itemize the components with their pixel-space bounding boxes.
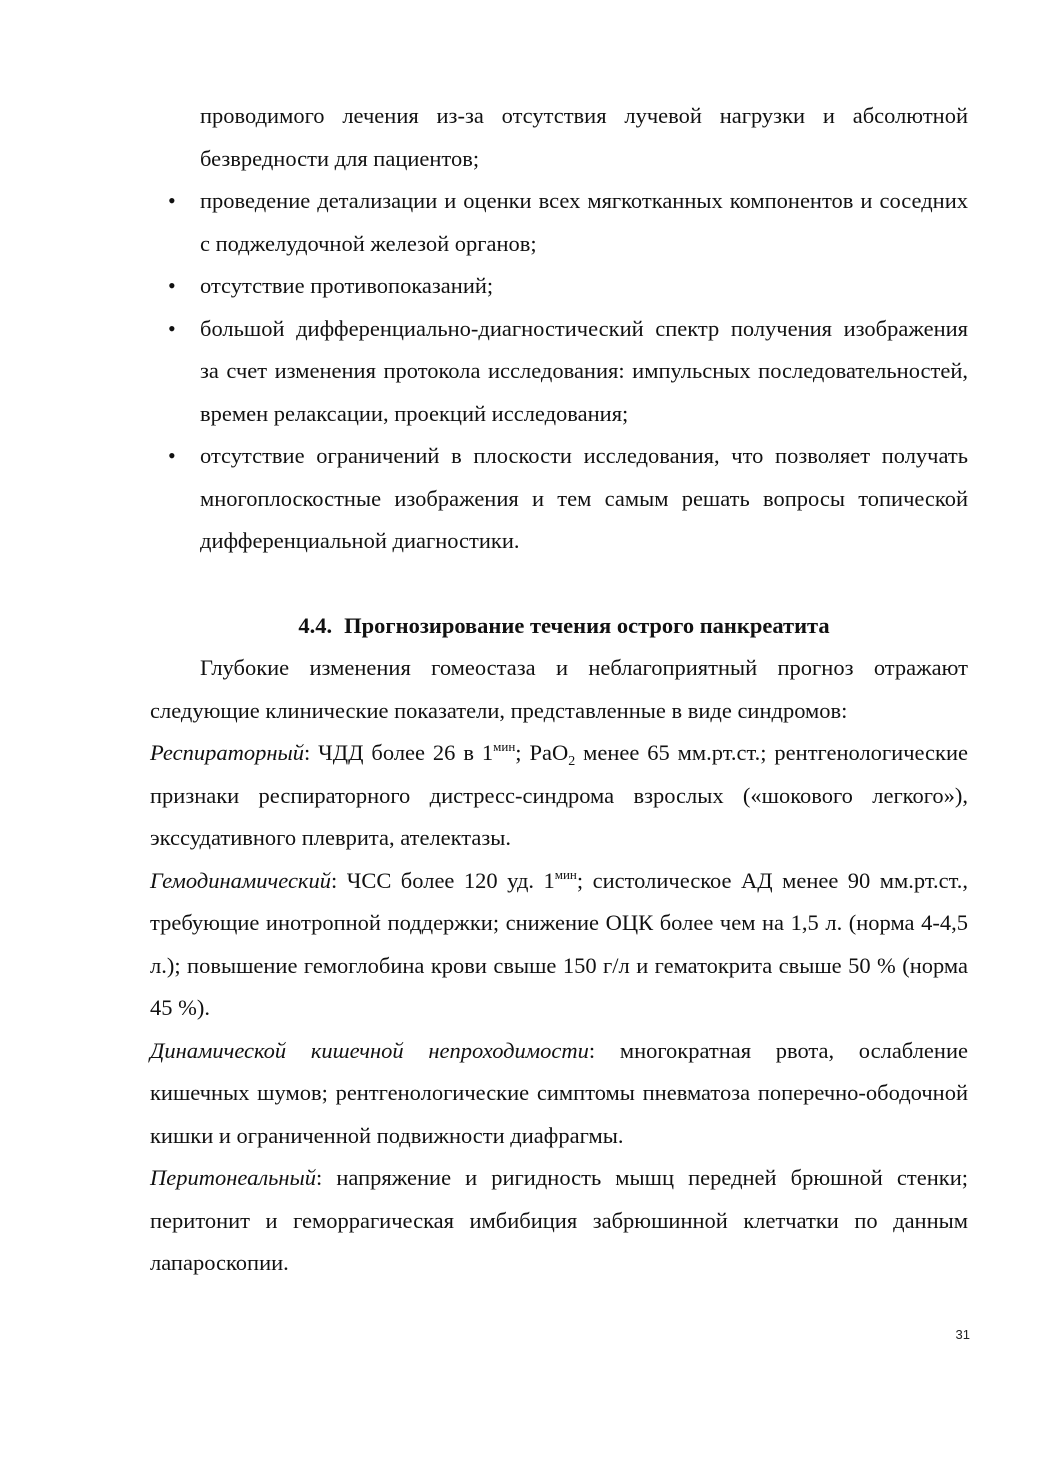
respiratory-paragraph: Респираторный: ЧДД более 26 в $1^{мин}$; PaO$_2$ менее 65 мм.рт.ст.; рентгенологические признаки респираторного дистресс-синдрома взрослых («шокового легкого»), экссудативного плеврита, ателектазы.: [150, 739, 969, 850]
page-number: 31: [955, 1327, 970, 1342]
list-item: [150, 180, 968, 265]
peritoneal-paragraph: Перитонеальный: напряжение и ригидность мышц передней брюшной стенки; перитонит и геморрагическая имбибиция забрюшинной клетчатки по данным лапароскопии.: [150, 1165, 968, 1275]
peritoneal-term: Перитонеальный: [150, 1165, 317, 1190]
bullet-icon: •: [168, 273, 176, 298]
bullet-list: [150, 180, 968, 563]
hemodynamic-paragraph: Гемодинамический: ЧСС более 120 уд. $1^{мин}$; систолическое АД менее 90 мм.рт.ст., требующие инотропной поддержки; снижение ОЦК более чем на 1,5 л. (норма 4-4,5 л.); повышение гемоглобина крови свыше 150 г/л и гематокрита свыше 50 % (норма 45 %).: [150, 866, 968, 1020]
list-item: [150, 308, 968, 436]
hemodynamic-term: Гемодинамический: [150, 867, 331, 893]
list-item: [150, 265, 968, 308]
superscript: мин: [493, 739, 516, 754]
bullet-icon: •: [168, 443, 176, 468]
section-title: Прогнозирование течения острого панкреатита: [344, 612, 830, 638]
ileus-paragraph: Динамической кишечной непроходимости: многократная рвота, ослабление кишечных шумов; рентгенологические симптомы пневматоза поперечно-ободочной кишки и ограниченной подвижности диафрагмы.: [150, 1037, 968, 1148]
ileus-term: Динамической кишечной непроходимости: [150, 1037, 589, 1063]
bullet-icon: •: [168, 188, 176, 213]
list-item-text: большой дифференциально-диагностический спектр получения изображения за счет изменения протокола исследования: импульсных последовательностей, времен релаксации, проекций исследования;: [200, 315, 968, 426]
list-item-text: отсутствие ограничений в плоскости исследования, что позволяет получать многоплоскостные изображения и тем самым решать вопросы топической дифференциальной диагностики.: [200, 443, 968, 553]
respiratory-term: Респираторный: [150, 740, 305, 765]
section-number: 4.4.: [298, 612, 333, 638]
list-item-text: отсутствие противопоказаний;: [200, 273, 494, 298]
section-heading: [150, 605, 968, 648]
continuation-paragraph: проводимого лечения из-за отсутствия лучевой нагрузки и абсолютной безвредности для пациентов;: [200, 103, 968, 171]
superscript: мин: [554, 866, 577, 882]
intro-paragraph: Глубокие изменения гомеостаза и неблагоприятный прогноз отражают следующие клинические показатели, представленные в виде синдромов:: [150, 655, 968, 723]
list-item: [150, 435, 968, 563]
bullet-icon: •: [168, 315, 176, 341]
list-item-text: проведение детализации и оценки всех мягкотканных компонентов и соседних с поджелудочной железой органов;: [200, 188, 968, 256]
document-page: [150, 95, 968, 1285]
subscript: 2: [568, 754, 576, 769]
